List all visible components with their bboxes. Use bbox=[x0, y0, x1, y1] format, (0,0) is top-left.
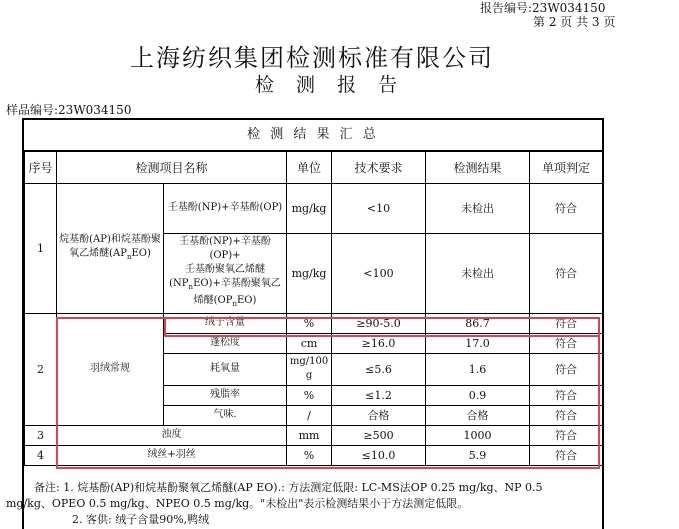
result-cell: 17.0 bbox=[426, 333, 530, 353]
col-header-no: 序号 bbox=[25, 151, 57, 183]
requirement-cell: ≥90-5.0 bbox=[332, 313, 426, 333]
item-name-subscript: n bbox=[188, 283, 194, 291]
table-row bbox=[25, 445, 603, 465]
item-name: 耗氧量 bbox=[164, 353, 287, 385]
group-name-part: 烷基酚(AP)和烷基酚聚氧乙烯醚(AP bbox=[59, 233, 161, 259]
unit-cell: / bbox=[287, 405, 332, 425]
requirement-cell: <10 bbox=[332, 183, 426, 233]
item-name-line: EO)+辛基酚聚氧乙 bbox=[193, 278, 281, 289]
unit-cell: cm bbox=[287, 333, 332, 353]
item-name-line: 壬基酚(NP)+辛基酚(OP)+ bbox=[179, 236, 271, 261]
verdict-cell: 符合 bbox=[530, 445, 603, 465]
unit-cell: mg/kg bbox=[287, 233, 332, 313]
item-name-line: 烯醚(OP bbox=[193, 295, 233, 306]
item-name: 浊度 bbox=[57, 425, 287, 445]
item-name bbox=[164, 233, 287, 313]
table-row bbox=[25, 313, 603, 333]
result-cell: 未检出 bbox=[426, 233, 530, 313]
verdict-cell: 符合 bbox=[530, 385, 603, 405]
result-cell: 5.9 bbox=[426, 445, 530, 465]
company-name: 上海纺织集团检测标准有限公司 bbox=[130, 44, 494, 72]
col-header-unit: 单位 bbox=[287, 151, 332, 183]
verdict-cell: 符合 bbox=[530, 405, 603, 425]
item-name: 蓬松度 bbox=[164, 333, 287, 353]
notes-section bbox=[6, 480, 672, 528]
verdict-cell: 符合 bbox=[530, 313, 603, 333]
item-name: 绒子含量 bbox=[164, 313, 287, 333]
verdict-cell: 符合 bbox=[530, 183, 603, 233]
result-cell: 合格 bbox=[426, 405, 530, 425]
col-header-item: 检测项目名称 bbox=[57, 151, 287, 183]
item-group-name bbox=[57, 183, 164, 313]
result-cell: 86.7 bbox=[426, 313, 530, 333]
requirement-cell: ≤1.2 bbox=[332, 385, 426, 405]
verdict-cell: 符合 bbox=[530, 425, 603, 445]
unit-cell: % bbox=[287, 313, 332, 333]
row-number: 2 bbox=[25, 313, 57, 425]
item-group-name: 羽绒常规 bbox=[57, 313, 164, 425]
table-header-row bbox=[25, 151, 603, 183]
report-number: 报告编号:23W034150 bbox=[480, 1, 606, 15]
sample-number: 样品编号:23W034150 bbox=[6, 103, 132, 117]
verdict-cell: 符合 bbox=[530, 233, 603, 313]
result-cell: 1.6 bbox=[426, 353, 530, 385]
requirement-cell: 合格 bbox=[332, 405, 426, 425]
requirement-cell: ≤10.0 bbox=[332, 445, 426, 465]
unit-cell: mm bbox=[287, 425, 332, 445]
verdict-cell: 符合 bbox=[530, 353, 603, 385]
results-table bbox=[24, 150, 603, 466]
requirement-cell: ≤5.6 bbox=[332, 353, 426, 385]
col-header-requirement: 技术要求 bbox=[332, 151, 426, 183]
unit-cell: mg/100g bbox=[287, 353, 332, 385]
item-name-line: (NP bbox=[169, 278, 189, 289]
row-number: 3 bbox=[25, 425, 57, 445]
item-name: 绒丝+羽丝 bbox=[57, 445, 287, 465]
group-name-subscript: n bbox=[126, 252, 132, 261]
unit-cell: mg/kg bbox=[287, 183, 332, 233]
note-line: mg/kg、OPEO 0.5 mg/kg、NPEO 0.5 mg/kg。"未检出"表示检测结果小于方法测定低限。 bbox=[6, 497, 469, 510]
col-header-verdict: 单项判定 bbox=[530, 151, 603, 183]
row-number: 4 bbox=[25, 445, 57, 465]
group-name-part: EO) bbox=[131, 247, 151, 259]
item-name: 气味. bbox=[164, 405, 287, 425]
item-name-line: 壬基酚聚氧乙烯醚 bbox=[185, 264, 265, 275]
row-number: 1 bbox=[25, 183, 57, 313]
item-name-subscript: n bbox=[232, 300, 237, 308]
result-cell: 未检出 bbox=[426, 183, 530, 233]
result-cell: 0.9 bbox=[426, 385, 530, 405]
note-line: 备注: 1. 烷基酚(AP)和烷基酚聚氧乙烯醚(AP EO).: 方法测定低限: LC-MS法OP 0.25 mg/kg、NP 0.5 bbox=[34, 481, 543, 494]
summary-title: 检 测 结 果 汇 总 bbox=[247, 127, 379, 142]
col-header-result: 检测结果 bbox=[426, 151, 530, 183]
page-info: 第 2 页 共 3 页 bbox=[533, 15, 616, 29]
table-row bbox=[25, 183, 603, 233]
unit-cell: % bbox=[287, 445, 332, 465]
document-title: 检 测 报 告 bbox=[255, 74, 406, 96]
note-line: 2. 客供: 绒子含量90%,鸭绒 bbox=[72, 513, 210, 526]
item-name-line: EO) bbox=[236, 295, 257, 306]
table-row bbox=[25, 425, 603, 445]
result-cell: 1000 bbox=[426, 425, 530, 445]
item-name: 壬基酚(NP)+辛基酚(OP) bbox=[164, 183, 287, 233]
verdict-cell: 符合 bbox=[530, 333, 603, 353]
requirement-cell: ≥16.0 bbox=[332, 333, 426, 353]
requirement-cell: <100 bbox=[332, 233, 426, 313]
unit-cell: % bbox=[287, 385, 332, 405]
item-name: 残脂率 bbox=[164, 385, 287, 405]
requirement-cell: ≥500 bbox=[332, 425, 426, 445]
